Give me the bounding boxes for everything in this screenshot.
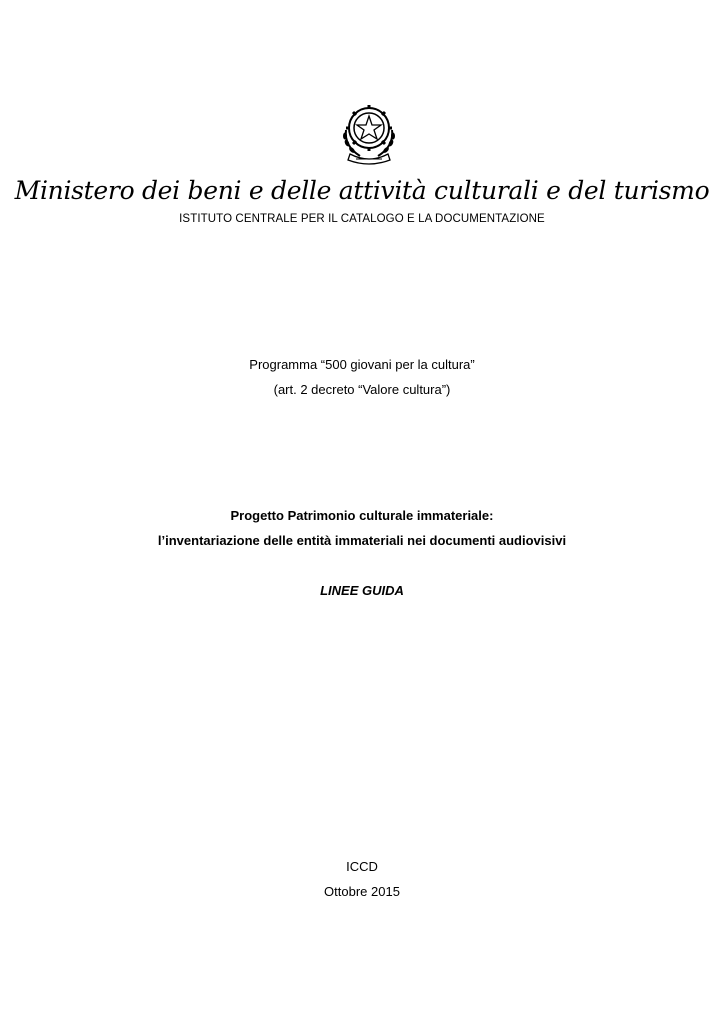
project-title-line-1: Progetto Patrimonio culturale immateriale:: [230, 508, 494, 523]
emblem-icon: [338, 100, 400, 166]
footer-org: ICCD: [346, 859, 378, 874]
project-title-line-2: l’inventariazione delle entità immateriali nei documenti audiovisivi: [157, 533, 567, 548]
programme-line-1: Programma “500 giovani per la cultura”: [249, 357, 475, 372]
project-subtitle: LINEE GUIDA: [320, 583, 404, 598]
ministry-title: Ministero dei beni e delle attività culturali e del turismo: [14, 176, 710, 205]
footer-date: Ottobre 2015: [324, 884, 400, 899]
institute-name: ISTITUTO CENTRALE PER IL CATALOGO E LA DOCUMENTAZIONE: [179, 213, 545, 225]
programme-line-2: (art. 2 decreto “Valore cultura”): [273, 382, 451, 397]
